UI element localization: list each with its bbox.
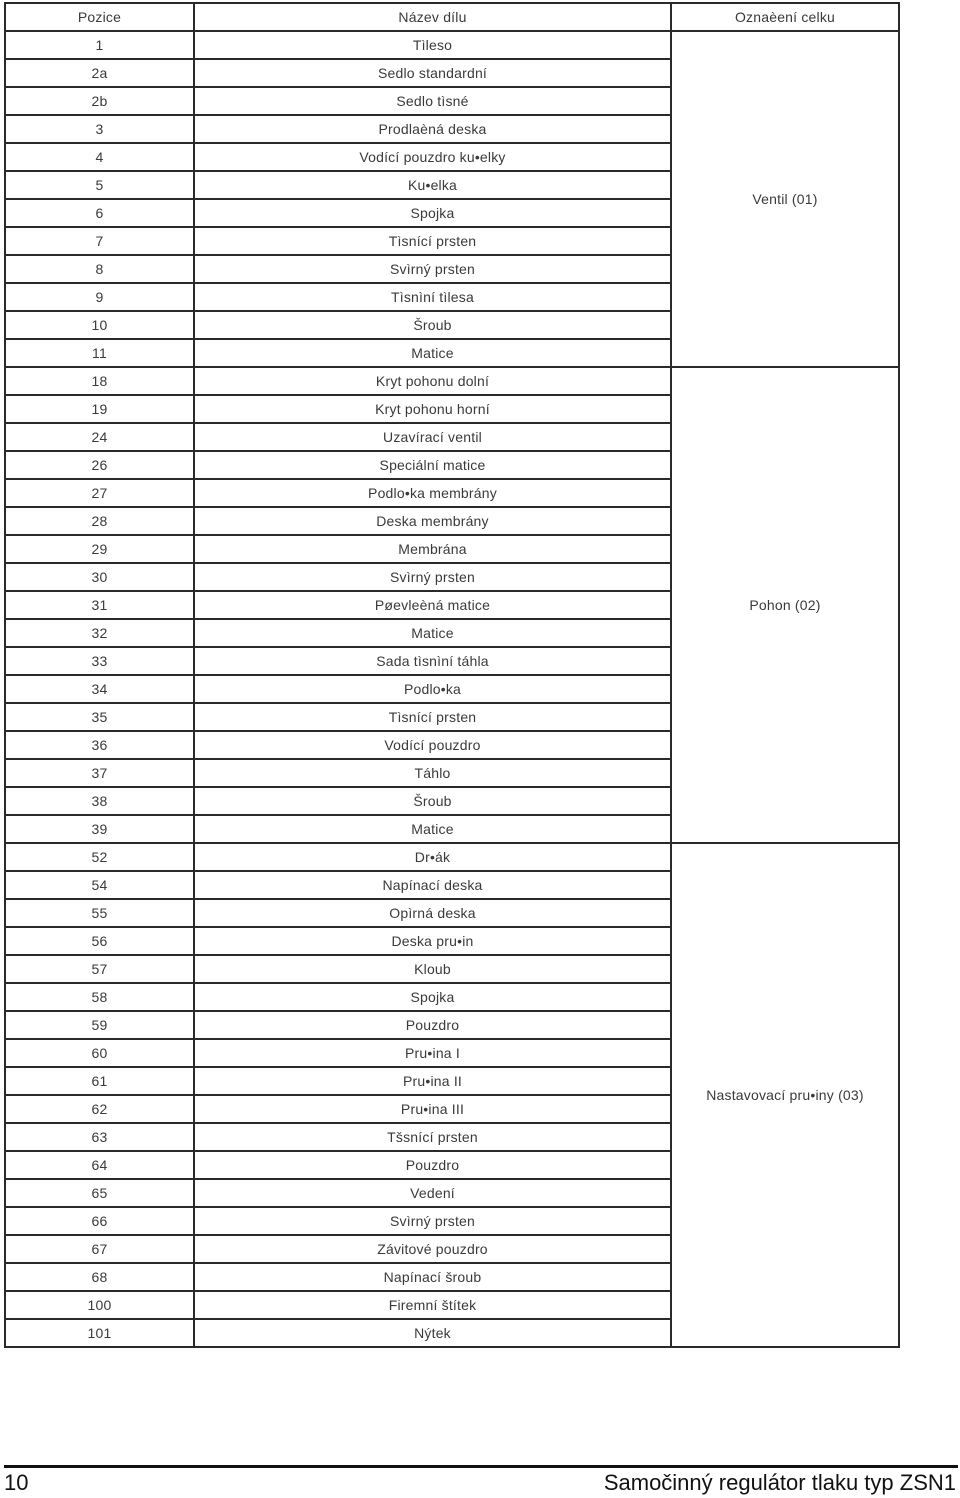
part-name-cell: Pru•ina III: [194, 1095, 671, 1123]
position-cell: 36: [5, 731, 194, 759]
position-cell: 35: [5, 703, 194, 731]
part-name-cell: Deska membrány: [194, 507, 671, 535]
part-name-cell: Spojka: [194, 983, 671, 1011]
part-name-cell: Šroub: [194, 787, 671, 815]
part-name-cell: Tšsnící prsten: [194, 1123, 671, 1151]
position-cell: 30: [5, 563, 194, 591]
header-part-name: Název dílu: [194, 3, 671, 31]
part-name-cell: Matice: [194, 339, 671, 367]
part-name-cell: Nýtek: [194, 1319, 671, 1347]
part-name-cell: Pru•ina II: [194, 1067, 671, 1095]
position-cell: 7: [5, 227, 194, 255]
part-name-cell: Kryt pohonu horní: [194, 395, 671, 423]
position-cell: 55: [5, 899, 194, 927]
position-cell: 31: [5, 591, 194, 619]
part-name-cell: Závitové pouzdro: [194, 1235, 671, 1263]
position-cell: 37: [5, 759, 194, 787]
part-name-cell: Napínací deska: [194, 871, 671, 899]
part-name-cell: Sedlo tìsné: [194, 87, 671, 115]
table-row: [5, 367, 899, 395]
part-name-cell: Pouzdro: [194, 1151, 671, 1179]
part-name-cell: Tìleso: [194, 31, 671, 59]
position-cell: 56: [5, 927, 194, 955]
position-cell: 10: [5, 311, 194, 339]
part-name-cell: Kryt pohonu dolní: [194, 367, 671, 395]
position-cell: 57: [5, 955, 194, 983]
position-cell: 66: [5, 1207, 194, 1235]
part-name-cell: Vodící pouzdro: [194, 731, 671, 759]
part-name-cell: Tìsnící prsten: [194, 227, 671, 255]
position-cell: 100: [5, 1291, 194, 1319]
header-position: Pozice: [5, 3, 194, 31]
part-name-cell: Opìrná deska: [194, 899, 671, 927]
part-name-cell: Svìrný prsten: [194, 255, 671, 283]
part-name-cell: Táhlo: [194, 759, 671, 787]
part-name-cell: Deska pru•in: [194, 927, 671, 955]
position-cell: 5: [5, 171, 194, 199]
parts-table: [4, 2, 900, 1348]
part-name-cell: Sedlo standardní: [194, 59, 671, 87]
header-row: [5, 3, 899, 31]
part-name-cell: Prodlaèná deska: [194, 115, 671, 143]
position-cell: 65: [5, 1179, 194, 1207]
position-cell: 11: [5, 339, 194, 367]
position-cell: 61: [5, 1067, 194, 1095]
part-name-cell: Pøevleèná matice: [194, 591, 671, 619]
position-cell: 63: [5, 1123, 194, 1151]
unit-group-cell: Nastavovací pru•iny (03): [671, 843, 899, 1347]
position-cell: 32: [5, 619, 194, 647]
part-name-cell: Uzavírací ventil: [194, 423, 671, 451]
parts-body: [5, 31, 899, 1347]
position-cell: 38: [5, 787, 194, 815]
part-name-cell: Pouzdro: [194, 1011, 671, 1039]
position-cell: 39: [5, 815, 194, 843]
part-name-cell: Tìsnící prsten: [194, 703, 671, 731]
part-name-cell: Podlo•ka membrány: [194, 479, 671, 507]
position-cell: 34: [5, 675, 194, 703]
position-cell: 33: [5, 647, 194, 675]
position-cell: 1: [5, 31, 194, 59]
header-unit-marking: Oznaèení celku: [671, 3, 899, 31]
position-cell: 19: [5, 395, 194, 423]
position-cell: 24: [5, 423, 194, 451]
part-name-cell: Speciální matice: [194, 451, 671, 479]
position-cell: 6: [5, 199, 194, 227]
position-cell: 29: [5, 535, 194, 563]
part-name-cell: Dr•ák: [194, 843, 671, 871]
unit-group-cell: Pohon (02): [671, 367, 899, 843]
part-name-cell: Matice: [194, 815, 671, 843]
position-cell: 9: [5, 283, 194, 311]
footer-divider: [4, 1465, 958, 1468]
position-cell: 18: [5, 367, 194, 395]
part-name-cell: Napínací šroub: [194, 1263, 671, 1291]
position-cell: 26: [5, 451, 194, 479]
part-name-cell: Vedení: [194, 1179, 671, 1207]
position-cell: 58: [5, 983, 194, 1011]
part-name-cell: Svìrný prsten: [194, 1207, 671, 1235]
part-name-cell: Sada tìsnìní táhla: [194, 647, 671, 675]
part-name-cell: Šroub: [194, 311, 671, 339]
part-name-cell: Podlo•ka: [194, 675, 671, 703]
page-number: 10: [4, 1470, 29, 1495]
position-cell: 54: [5, 871, 194, 899]
part-name-cell: Kloub: [194, 955, 671, 983]
position-cell: 62: [5, 1095, 194, 1123]
position-cell: 59: [5, 1011, 194, 1039]
part-name-cell: Vodící pouzdro ku•elky: [194, 143, 671, 171]
position-cell: 52: [5, 843, 194, 871]
position-cell: 2b: [5, 87, 194, 115]
position-cell: 2a: [5, 59, 194, 87]
unit-group-cell: Ventil (01): [671, 31, 899, 367]
position-cell: 28: [5, 507, 194, 535]
part-name-cell: Membrána: [194, 535, 671, 563]
part-name-cell: Spojka: [194, 199, 671, 227]
position-cell: 27: [5, 479, 194, 507]
footer-title: Samočinný regulátor tlaku typ ZSN1: [603, 1470, 956, 1495]
position-cell: 8: [5, 255, 194, 283]
position-cell: 101: [5, 1319, 194, 1347]
part-name-cell: Firemní štítek: [194, 1291, 671, 1319]
position-cell: 60: [5, 1039, 194, 1067]
table-row: [5, 843, 899, 871]
part-name-cell: Svìrný prsten: [194, 563, 671, 591]
part-name-cell: Tìsnìní tìlesa: [194, 283, 671, 311]
position-cell: 68: [5, 1263, 194, 1291]
position-cell: 3: [5, 115, 194, 143]
part-name-cell: Ku•elka: [194, 171, 671, 199]
position-cell: 64: [5, 1151, 194, 1179]
position-cell: 67: [5, 1235, 194, 1263]
part-name-cell: Pru•ina I: [194, 1039, 671, 1067]
part-name-cell: Matice: [194, 619, 671, 647]
position-cell: 4: [5, 143, 194, 171]
table-row: [5, 31, 899, 59]
